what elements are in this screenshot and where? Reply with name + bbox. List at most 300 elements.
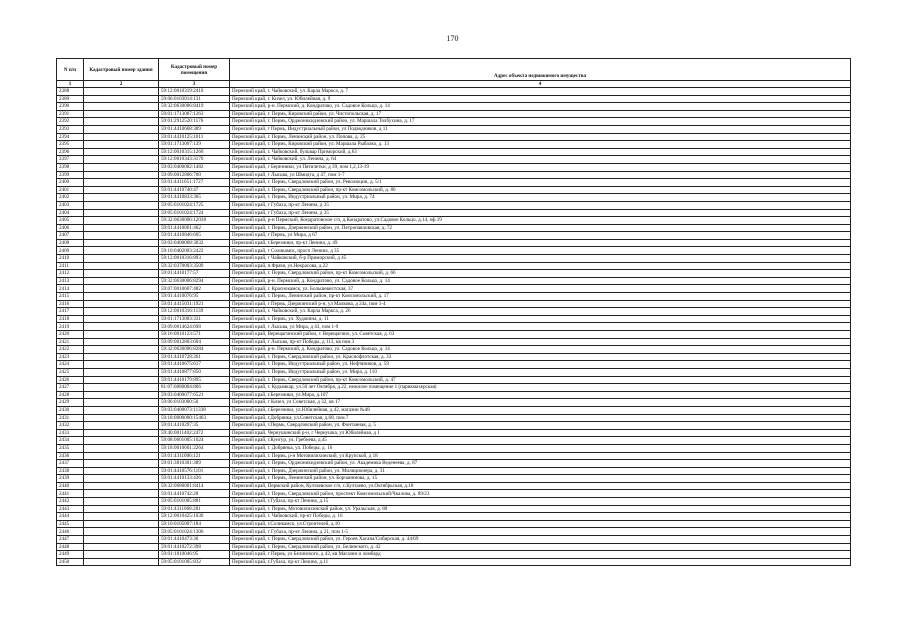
- table-row: [57, 262, 851, 270]
- table-row: [57, 513, 851, 521]
- table-row: [57, 217, 851, 225]
- building-cadastral-number: [84, 217, 159, 225]
- premises-cadastral-number: 59:01:4410675:617: [159, 361, 230, 369]
- premises-cadastral-number: 59:01:4410668:389: [159, 125, 230, 133]
- table-row: [57, 194, 851, 202]
- building-cadastral-number: [84, 558, 159, 566]
- table-row: [57, 391, 851, 399]
- row-number: 2434: [57, 437, 84, 445]
- row-number: 2398: [57, 163, 84, 171]
- building-cadastral-number: [84, 110, 159, 118]
- premises-cadastral-number: 59:40:0011402:2472: [159, 429, 230, 437]
- premises-cadastral-number: 59:32:0630006:12038: [159, 217, 230, 225]
- premises-cadastral-number: 59:01:1713087:1263: [159, 110, 230, 118]
- building-cadastral-number: [84, 232, 159, 240]
- building-cadastral-number: [84, 498, 159, 506]
- table-row: [57, 209, 851, 217]
- building-cadastral-number: [84, 133, 159, 141]
- property-address: Пермский край, г. Краснокамск, ул. Большевистская, 37: [230, 285, 851, 293]
- table-row: [57, 323, 851, 331]
- table-row: [57, 300, 851, 308]
- row-number: 2428: [57, 391, 84, 399]
- premises-cadastral-number: 59:06:0103060:50: [159, 399, 230, 407]
- table-row: [57, 232, 851, 240]
- property-address: Пермский край, г Пермь, ул Мира, д 67: [230, 232, 851, 240]
- property-address: Пермский край, г. Пермь, Орджоникидзевский район, ул. Маршала Толбухина, д. 17: [230, 118, 851, 126]
- premises-cadastral-number: 59:01:2912520:1176: [159, 118, 230, 126]
- premises-cadastral-number: 59:32:0630006:8419: [159, 103, 230, 111]
- row-number: 2442: [57, 498, 84, 506]
- table-row: [57, 255, 851, 263]
- property-address: Пермский край, г Соликамск, просп Ленина, д 35: [230, 247, 851, 255]
- table-row: [57, 368, 851, 376]
- premises-cadastral-number: 81:07:0080004:806: [159, 384, 230, 392]
- row-number: 2427: [57, 384, 84, 392]
- row-number: 2417: [57, 308, 84, 316]
- row-number: 2441: [57, 490, 84, 498]
- building-cadastral-number: [84, 536, 159, 544]
- property-address: Пермский край, г.Березники, пр-кт Ленина, д. 49: [230, 239, 851, 247]
- premises-cadastral-number: 59:01:4410473:30: [159, 536, 230, 544]
- building-cadastral-number: [84, 247, 159, 255]
- table-row: [57, 277, 851, 285]
- table-row: [57, 490, 851, 498]
- building-cadastral-number: [84, 460, 159, 468]
- table-row: [57, 536, 851, 544]
- building-cadastral-number: [84, 376, 159, 384]
- row-number: 2388: [57, 88, 84, 96]
- building-cadastral-number: [84, 414, 159, 422]
- property-address: Пермский край, г. Пермь, Свердловский район, пр-кт Комсомольский, д. 66: [230, 270, 851, 278]
- property-address: Пермский край, г. Пермь, Дзержинский район, ул. Петропавловская, д. 72: [230, 224, 851, 232]
- table-row: [57, 361, 851, 369]
- building-cadastral-number: [84, 255, 159, 263]
- premises-cadastral-number: 59:32:0680001:8414: [159, 482, 230, 490]
- row-number: 2399: [57, 171, 84, 179]
- premises-cadastral-number: 59:01:4410133:436: [159, 475, 230, 483]
- property-address: Пермский край, г. Пермь, Индустриальный район, ул. Мира, д. 110: [230, 368, 851, 376]
- building-cadastral-number: [84, 277, 159, 285]
- table-row: [57, 528, 851, 536]
- row-number: 2437: [57, 460, 84, 468]
- property-address: Пермский край, п.Фрязя, ул.Некрасова, д.22: [230, 262, 851, 270]
- row-number: 2440: [57, 482, 84, 490]
- premises-cadastral-number: 59:01:4410061:462: [159, 224, 230, 232]
- premises-cadastral-number: 59:01:3810301:389: [159, 460, 230, 468]
- premises-cadastral-number: 59:01:4410272:398: [159, 543, 230, 551]
- row-number: 2430: [57, 406, 84, 414]
- row-number: 2436: [57, 452, 84, 460]
- row-number: 2400: [57, 179, 84, 187]
- property-address: Пермский край, г. Пермь, р-н Мотовилихинский, ул Крупской, д 18: [230, 452, 851, 460]
- header-number: N п/п: [57, 59, 84, 81]
- property-address: Пермский край, г Губаха, пр-кт Ленина, д 35: [230, 201, 851, 209]
- table-row: [57, 346, 851, 354]
- premises-cadastral-number: 59:01:1713003:331: [159, 315, 230, 323]
- premises-cadastral-number: 59:01:4410179:895: [159, 376, 230, 384]
- row-number: 2406: [57, 224, 84, 232]
- property-address: Пермский край, г. Пермь, Мотовилихинский район, ул. Уральская, д. 80: [230, 505, 851, 513]
- premises-cadastral-number: 59:05:0101005:881: [159, 498, 230, 506]
- row-number: 2394: [57, 133, 84, 141]
- building-cadastral-number: [84, 429, 159, 437]
- premises-cadastral-number: 59:01:4410576:1101: [159, 467, 230, 475]
- property-address: Пермский край, г. Добрянка, ул. Победы, д. 16: [230, 444, 851, 452]
- building-cadastral-number: [84, 399, 159, 407]
- row-number: 2401: [57, 186, 84, 194]
- building-cadastral-number: [84, 323, 159, 331]
- row-number: 2419: [57, 323, 84, 331]
- property-address: Пермский край, г. Пермь, Орджоникидзевский район, ул. Академика Веденеева, д. 87: [230, 460, 851, 468]
- table-row: [57, 505, 851, 513]
- building-cadastral-number: [84, 368, 159, 376]
- building-cadastral-number: [84, 186, 159, 194]
- table-row: [57, 133, 851, 141]
- building-cadastral-number: [84, 239, 159, 247]
- column-number: 2: [84, 81, 159, 88]
- building-cadastral-number: [84, 353, 159, 361]
- table-row: [57, 103, 851, 111]
- property-table: [56, 58, 851, 566]
- table-header-row: [57, 59, 851, 81]
- property-address: Пермский край, г. Пермь, Свердловский район, пр-кт Комсомольский, д. 47: [230, 376, 851, 384]
- building-cadastral-number: [84, 118, 159, 126]
- row-number: 2422: [57, 346, 84, 354]
- premises-cadastral-number: 59:01:4410728:261: [159, 353, 230, 361]
- table-row: [57, 406, 851, 414]
- row-number: 2403: [57, 201, 84, 209]
- row-number: 2431: [57, 414, 84, 422]
- property-address: Пермский край, г. Пермь, Ленинский район, ул. Борчанинова, д. 15: [230, 475, 851, 483]
- row-number: 2389: [57, 95, 84, 103]
- row-number: 2432: [57, 422, 84, 430]
- row-number: 2418: [57, 315, 84, 323]
- table-row: [57, 498, 851, 506]
- property-address: Пермский край, р-н. Пермский, д. Кондратово, ул. Садовое Кольцо, д. 14: [230, 346, 851, 354]
- row-number: 2423: [57, 353, 84, 361]
- premises-cadastral-number: 59:03:0400082:1482: [159, 163, 230, 171]
- table-row: [57, 239, 851, 247]
- property-address: Пермский край, г.Губаха, пр-кт Ленина, д.15: [230, 498, 851, 506]
- row-number: 2448: [57, 543, 84, 551]
- row-number: 2391: [57, 110, 84, 118]
- building-cadastral-number: [84, 308, 159, 316]
- premises-cadastral-number: 59:05:0101024:1725: [159, 201, 230, 209]
- building-cadastral-number: [84, 422, 159, 430]
- premises-cadastral-number: 59:12:0010343:3170: [159, 156, 230, 164]
- building-cadastral-number: [84, 262, 159, 270]
- premises-cadastral-number: 59:08:0601005:1024: [159, 437, 230, 445]
- property-address: Пермский край, г. Пермь, Ленинский район, ул. Попова, д. 25: [230, 133, 851, 141]
- building-cadastral-number: [84, 95, 159, 103]
- building-cadastral-number: [84, 528, 159, 536]
- premises-cadastral-number: 59:01:4410177:57: [159, 270, 230, 278]
- premises-cadastral-number: 59:10:0402003:2422: [159, 247, 230, 255]
- row-number: 2395: [57, 141, 84, 149]
- building-cadastral-number: [84, 201, 159, 209]
- table-row: [57, 422, 851, 430]
- property-address: Пермский край, г.Кунгур, ул. Гребнева, д.45: [230, 437, 851, 445]
- table-row: [57, 376, 851, 384]
- header-premises-cadastral: Кадастровый номер помещения: [159, 59, 230, 81]
- premises-cadastral-number: 59:16:0010123:571: [159, 331, 230, 339]
- property-address: Пермский край, р-н Пермский, Кондратовское с/п, д.Кондратово, ул.Садовое Кольцо, д.14, оф.19: [230, 217, 851, 225]
- premises-cadastral-number: 59:05:0101024:1306: [159, 528, 230, 536]
- table-row: [57, 437, 851, 445]
- building-cadastral-number: [84, 179, 159, 187]
- property-address: Пермский край, Чернушинский р-н, г Чернушка, ул Юбилейная, д 1: [230, 429, 851, 437]
- table-row: [57, 224, 851, 232]
- property-address: Пермский край, г. Чайковский, бульвар Приморский, д.63: [230, 148, 851, 156]
- property-address: Пермский край, г. Пермь, Свердловский район, пр-кт Комсомольский, д. 80: [230, 186, 851, 194]
- table-row: [57, 110, 851, 118]
- table-row: [57, 399, 851, 407]
- property-address: Пермский край, г. Чайковский, ул. Карла Маркса, д. 7: [230, 88, 851, 96]
- property-address: Пермский край, г.Пермь, Свердловский район, ул. Фонтанная, д. 5: [230, 422, 851, 430]
- property-address: Пермский край, г Пермь, Индустриальный район, ул Подводников, д 11: [230, 125, 851, 133]
- premises-cadastral-number: 59:01:4411051:1727: [159, 179, 230, 187]
- building-cadastral-number: [84, 88, 159, 96]
- row-number: 2402: [57, 194, 84, 202]
- building-cadastral-number: [84, 437, 159, 445]
- property-address: Пермский край, г Лысьва, ул Шмидта, д 47, пом 1-7: [230, 171, 851, 179]
- row-number: 2413: [57, 277, 84, 285]
- row-number: 2412: [57, 270, 84, 278]
- property-address: Пермский край, г. Кудымкар, ул.50 лет Октября, д.22, нежилое помещение 1 (парикмахерская): [230, 384, 851, 392]
- table-row: [57, 95, 851, 103]
- premises-cadastral-number: 59:09:0012806:700: [159, 171, 230, 179]
- premises-cadastral-number: 59:01:4311068:281: [159, 505, 230, 513]
- row-number: 2420: [57, 331, 84, 339]
- building-cadastral-number: [84, 406, 159, 414]
- property-address: Пермский край, г. Пермь, Свердловский район, ул. Революции, д. 5/1: [230, 179, 851, 187]
- building-cadastral-number: [84, 452, 159, 460]
- building-cadastral-number: [84, 513, 159, 521]
- property-address: Пермский край, г. Кизел, ул. Юбилейная, д. 9: [230, 95, 851, 103]
- page-number: 170: [446, 34, 459, 43]
- table-row: [57, 429, 851, 437]
- property-address: Пермский край, г. Пермь, ул. Худанина, д. 11: [230, 315, 851, 323]
- building-cadastral-number: [84, 125, 159, 133]
- row-number: 2425: [57, 368, 84, 376]
- header-address: Адрес объекта недвижимого имущества: [230, 59, 851, 81]
- premises-cadastral-number: 59:10:0105007:184: [159, 520, 230, 528]
- table-row: [57, 308, 851, 316]
- premises-cadastral-number: 59:01:4410125:1011: [159, 133, 230, 141]
- premises-cadastral-number: 59:03:0400077:6521: [159, 391, 230, 399]
- header-building-cadastral: Кадастровый номер здания: [84, 59, 159, 81]
- row-number: 2449: [57, 551, 84, 559]
- building-cadastral-number: [84, 209, 159, 217]
- property-address: Пермский край, г.Добрянка, ул.Советская, д.68, пом.7: [230, 414, 851, 422]
- table-row: [57, 179, 851, 187]
- row-number: 2393: [57, 125, 84, 133]
- table-row: [57, 444, 851, 452]
- building-cadastral-number: [84, 467, 159, 475]
- column-number: 3: [159, 81, 230, 88]
- premises-cadastral-number: 59:01:1713007:139: [159, 141, 230, 149]
- table-row: [57, 141, 851, 149]
- property-address: Пермский край, г. Пермь, Кировский район, ул. Маршала Рыбалко, д. 13: [230, 141, 851, 149]
- row-number: 2397: [57, 156, 84, 164]
- property-address: Пермский край, г Березники, ул Пятилетки, д 39, пом 1,2,13-19: [230, 163, 851, 171]
- row-number: 2424: [57, 361, 84, 369]
- property-address: Пермский край, г. Пермь, Ленинский район, пр-кт Комсомольский, д. 17: [230, 293, 851, 301]
- premises-cadastral-number: 59:05:0101024:1724: [159, 209, 230, 217]
- premises-cadastral-number: 59:09:0012803:604: [159, 338, 230, 346]
- building-cadastral-number: [84, 224, 159, 232]
- table-row: [57, 475, 851, 483]
- premises-cadastral-number: 59:01:4410076:95: [159, 293, 230, 301]
- property-address: Пермский край, г Чайковский, б-р Приморский, д 45: [230, 255, 851, 263]
- table-row: [57, 125, 851, 133]
- building-cadastral-number: [84, 391, 159, 399]
- property-address: Пермский край, г. Пермь, Дзержинский район, ул. Милиционера, д. 31: [230, 467, 851, 475]
- property-address: Пермский край, г. Пермь, Свердловский район, ул. Героев Хасана/Сибирская, д. 44/69: [230, 536, 851, 544]
- row-number: 2445: [57, 520, 84, 528]
- property-address: Пермский край, р-н. Пермский, д. Кондратово, ул. Садовое Кольцо, д. 14: [230, 277, 851, 285]
- building-cadastral-number: [84, 315, 159, 323]
- property-address: Пермский край, г. Пермь, Свердловский район, ул. Белинского, д. 42: [230, 543, 851, 551]
- property-address: Пермский край, г Лысьва, пр-кт Победы, д 113, кв пом 3: [230, 338, 851, 346]
- table-row: [57, 520, 851, 528]
- table-row: [57, 88, 851, 96]
- building-cadastral-number: [84, 171, 159, 179]
- row-number: 2407: [57, 232, 84, 240]
- table-row: [57, 186, 851, 194]
- row-number: 2410: [57, 255, 84, 263]
- column-number-row: [57, 81, 851, 88]
- table-row: [57, 171, 851, 179]
- premises-cadastral-number: 59:01:4410833:365: [159, 194, 230, 202]
- premises-cadastral-number: 59:32:0370003:3509: [159, 262, 230, 270]
- table-row: [57, 285, 851, 293]
- row-number: 2405: [57, 217, 84, 225]
- premises-cadastral-number: 59:12:0010319:2410: [159, 88, 230, 96]
- property-address: Пермский край, г Кизел, ул Советская, д 32, кв 17: [230, 399, 851, 407]
- premises-cadastral-number: 59:05:0101005:832: [159, 558, 230, 566]
- building-cadastral-number: [84, 543, 159, 551]
- property-address: Пермский край, г Пермь, ул Белинского, д 42, кв Магазин и ломбард: [230, 551, 851, 559]
- column-number: 1: [57, 81, 84, 88]
- premises-cadastral-number: 59:01:4410740:47: [159, 186, 230, 194]
- building-cadastral-number: [84, 338, 159, 346]
- building-cadastral-number: [84, 346, 159, 354]
- building-cadastral-number: [84, 194, 159, 202]
- table-row: [57, 467, 851, 475]
- building-cadastral-number: [84, 505, 159, 513]
- table-body: [57, 88, 851, 566]
- table-row: [57, 156, 851, 164]
- row-number: 2416: [57, 300, 84, 308]
- building-cadastral-number: [84, 490, 159, 498]
- property-address: Пермский край, Пермский район, Култаевское с/п, с.Култаево, ул.Октябрьская, д.18: [230, 482, 851, 490]
- building-cadastral-number: [84, 141, 159, 149]
- row-number: 2450: [57, 558, 84, 566]
- premises-cadastral-number: 59:03:0400073:11338: [159, 406, 230, 414]
- row-number: 2435: [57, 444, 84, 452]
- row-number: 2404: [57, 209, 84, 217]
- premises-cadastral-number: 59:12:0010425:1030: [159, 513, 230, 521]
- property-address: Пермский край, г.Березники, ул.Юбилейная, д.42, магазин №48: [230, 406, 851, 414]
- table-row: [57, 414, 851, 422]
- building-cadastral-number: [84, 285, 159, 293]
- table-row: [57, 338, 851, 346]
- premises-cadastral-number: 59:03:0400068:3032: [159, 239, 230, 247]
- row-number: 2439: [57, 475, 84, 483]
- building-cadastral-number: [84, 551, 159, 559]
- property-address: Пермский край, г. Пермь, Свердловский район, ул. Краснофлотская, д. 33: [230, 353, 851, 361]
- property-address: Пермский край, г.Соликамск, ул.Строителей, д.10: [230, 520, 851, 528]
- row-number: 2443: [57, 505, 84, 513]
- building-cadastral-number: [84, 163, 159, 171]
- property-address: Пермский край, г.Березники, ул.Мира, д.107: [230, 391, 851, 399]
- property-address: Пермский край, г.Губаха, пр-кт Ленина, д.11: [230, 558, 851, 566]
- premises-cadastral-number: 59:01:4410297:35: [159, 422, 230, 430]
- row-number: 2414: [57, 285, 84, 293]
- property-address: Пермский край, г Лысьва, ул Мира, д 43, пом 1-9: [230, 323, 851, 331]
- table-row: [57, 482, 851, 490]
- property-address: Пермский край, Верещагинский район, г. Верещагино, ул. Советская, д. 63: [230, 331, 851, 339]
- property-address: Пермский край, г Пермь, Дзержинский р-н, ул Малкова, д 24а, пом 1-4: [230, 300, 851, 308]
- table-row: [57, 384, 851, 392]
- property-address: Пермский край, г. Пермь, Кировский район, ул. Чистопольская, д. 17: [230, 110, 851, 118]
- building-cadastral-number: [84, 300, 159, 308]
- building-cadastral-number: [84, 475, 159, 483]
- table-row: [57, 201, 851, 209]
- premises-cadastral-number: 59:01:4410877:850: [159, 368, 230, 376]
- table-row: [57, 118, 851, 126]
- premises-cadastral-number: 59:12:0010316:1139: [159, 308, 230, 316]
- property-address: Пермский край, г. Пермь, Свердловский район, проспект Комсомольский/Чкалова, д. 89/23: [230, 490, 851, 498]
- building-cadastral-number: [84, 148, 159, 156]
- premises-cadastral-number: 59:07:0010607:482: [159, 285, 230, 293]
- building-cadastral-number: [84, 270, 159, 278]
- table-row: [57, 247, 851, 255]
- building-cadastral-number: [84, 331, 159, 339]
- premises-cadastral-number: 59:01:4410742:28: [159, 490, 230, 498]
- building-cadastral-number: [84, 384, 159, 392]
- property-address: Пермский край, г. Чайковский, пр-кт Победы, д. 16: [230, 513, 851, 521]
- premises-cadastral-number: 59:01:1810046:95: [159, 551, 230, 559]
- property-address: Пермский край, г. Пермь, Индустриальный район, ул. Мира, д. 74: [230, 194, 851, 202]
- row-number: 2409: [57, 247, 84, 255]
- premises-cadastral-number: 59:01:4410846:605: [159, 232, 230, 240]
- table-row: [57, 270, 851, 278]
- table-row: [57, 331, 851, 339]
- column-number: 4: [230, 81, 851, 88]
- table-row: [57, 315, 851, 323]
- table-row: [57, 163, 851, 171]
- property-address: Пермский край, р-н. Пермский, д. Кондратово, ул. Садовое Кольцо, д. 14: [230, 103, 851, 111]
- building-cadastral-number: [84, 361, 159, 369]
- row-number: 2447: [57, 536, 84, 544]
- table-row: [57, 148, 851, 156]
- premises-cadastral-number: 59:01:4311006:121: [159, 452, 230, 460]
- premises-cadastral-number: 59:32:0630006:8284: [159, 346, 230, 354]
- property-address: Пермский край, г Губаха, пр-кт Ленина, д 21, пом 1-5: [230, 528, 851, 536]
- premises-cadastral-number: 59:18:0000000:15463: [159, 414, 230, 422]
- property-address: Пермский край, г. Пермь, Индустриальный район, ул. Нефтяников, д. 59: [230, 361, 851, 369]
- row-number: 2426: [57, 376, 84, 384]
- table-row: [57, 293, 851, 301]
- table-row: [57, 543, 851, 551]
- row-number: 2446: [57, 528, 84, 536]
- property-address: Пермский край, г. Чайковский, ул. Карла Маркса, д. 26: [230, 308, 851, 316]
- building-cadastral-number: [84, 482, 159, 490]
- row-number: 2408: [57, 239, 84, 247]
- building-cadastral-number: [84, 156, 159, 164]
